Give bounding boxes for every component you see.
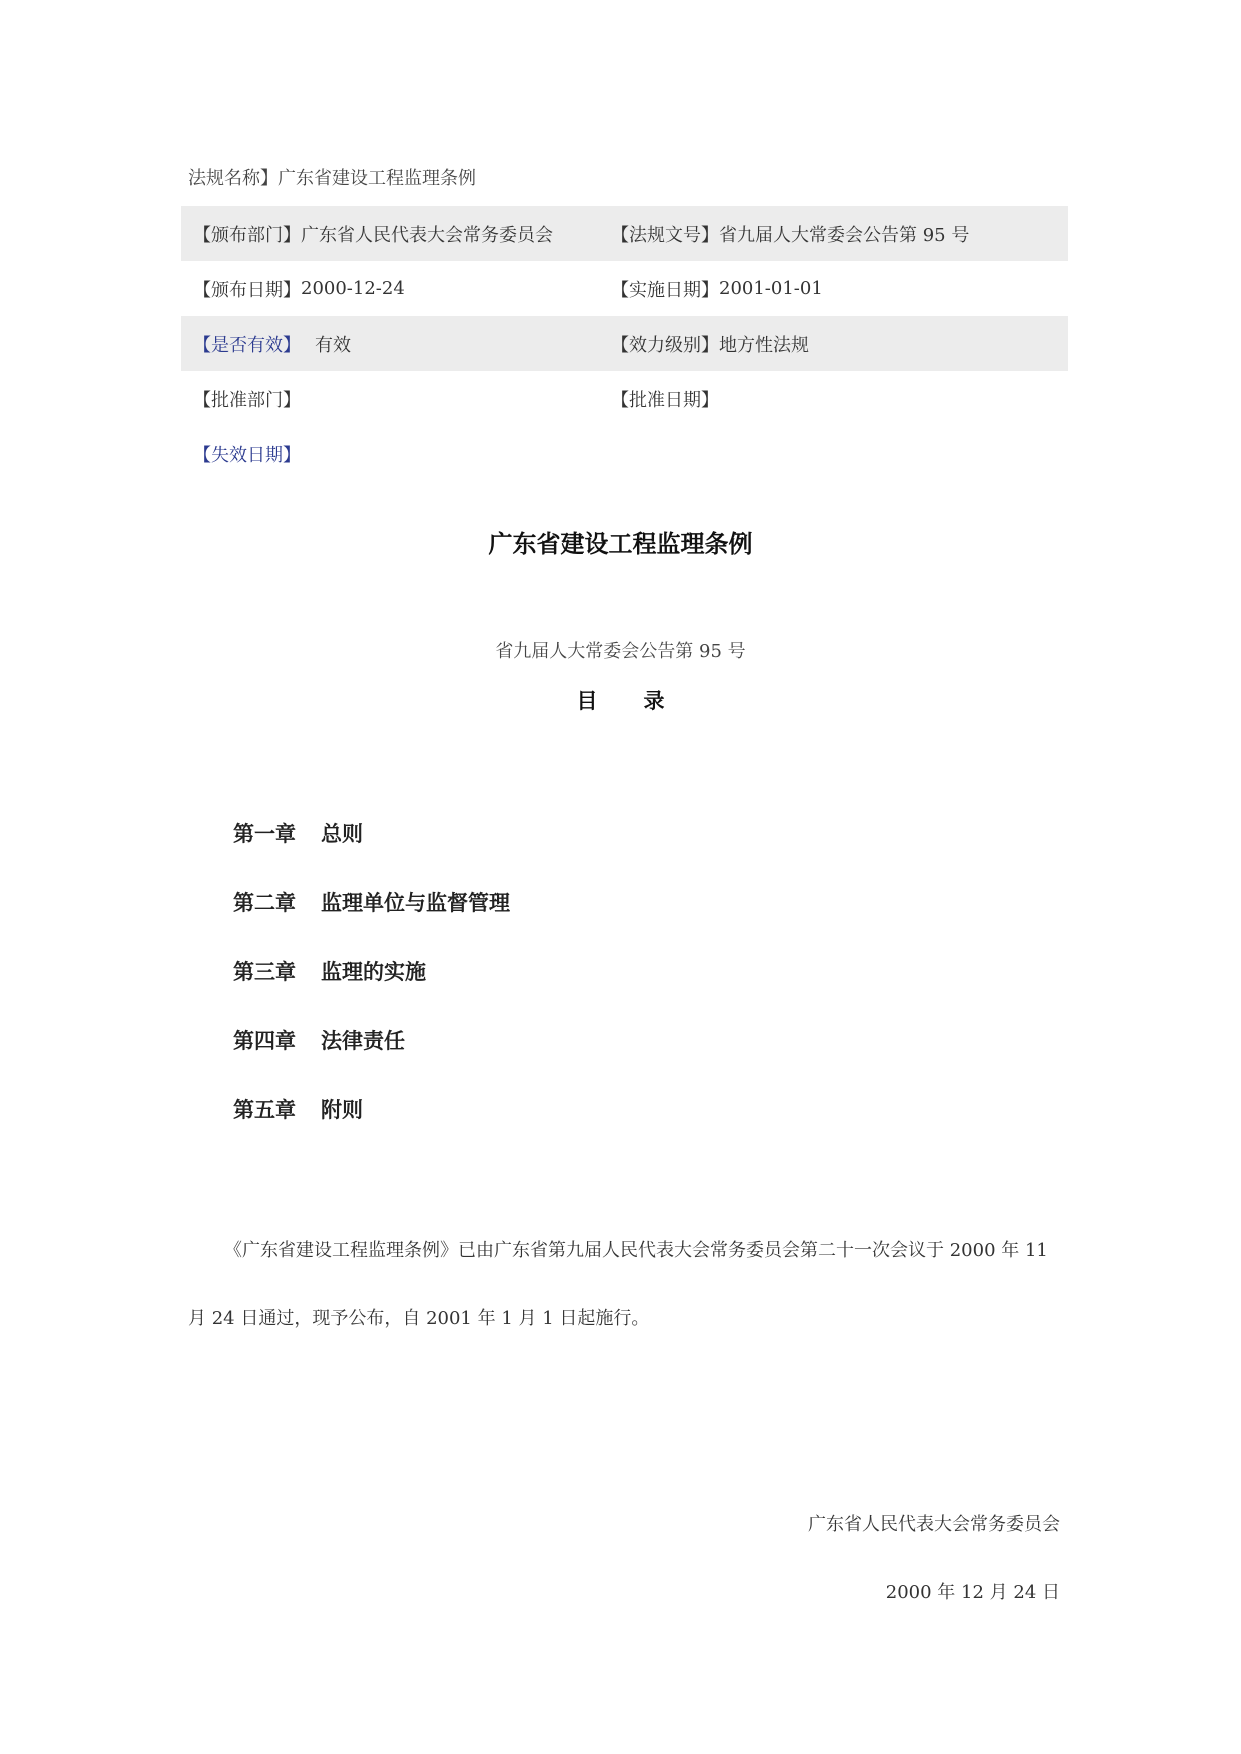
level-cell: [611, 331, 1068, 357]
toc-chapter-name: 法律责任: [321, 1029, 405, 1053]
doc-no-label: 【法规文号】: [611, 224, 719, 246]
toc-item: [233, 956, 510, 1025]
issue-date-cell: [181, 276, 611, 302]
toc-chapter-name: 监理单位与监督管理: [321, 891, 510, 915]
meta-row-dates: [181, 261, 1068, 316]
expiry-date-label-link[interactable]: 【失效日期】: [193, 444, 301, 466]
effective-date-cell: [611, 276, 1068, 302]
doc-no-cell: [611, 221, 1068, 247]
toc-title: 目录: [576, 689, 711, 713]
toc-item: [233, 887, 510, 956]
toc-item: [233, 818, 510, 887]
issue-date-value: 2000-12-24: [301, 278, 405, 299]
issuer-value: 广东省人民代表大会常务委员会: [301, 224, 553, 246]
toc-item: [233, 1025, 510, 1094]
meta-row-expiry: [181, 426, 1068, 481]
signature-date: 2000 年 12 月 24 日: [885, 1582, 1060, 1603]
approval-dept-label: 【批准部门】: [193, 389, 301, 411]
toc-chapter-number: 第三章: [233, 960, 296, 984]
toc-chapter-name: 总则: [321, 822, 363, 846]
validity-value: 有效: [315, 334, 351, 356]
promulgation-paragraph-line-2: 月 24 日通过，现予公布，自 2001 年 1 月 1 日起施行。: [188, 1308, 650, 1329]
doc-no-value: 省九届人大常委会公告第 95 号: [719, 224, 970, 246]
table-of-contents: [233, 818, 510, 1163]
announcement-number: 省九届人大常委会公告第 95 号: [495, 641, 746, 662]
meta-row-issuer: [181, 206, 1068, 261]
approval-dept-cell: [181, 386, 611, 412]
effective-date-label: 【实施日期】: [611, 279, 719, 301]
toc-chapter-number: 第一章: [233, 822, 296, 846]
toc-chapter-name: 监理的实施: [321, 960, 426, 984]
issue-date-label: 【颁布日期】: [193, 279, 301, 301]
metadata-table: [181, 206, 1068, 481]
validity-label-link[interactable]: 【是否有效】: [193, 334, 301, 356]
validity-cell: [181, 331, 611, 357]
level-label: 【效力级别】: [611, 334, 719, 356]
meta-row-approval: [181, 371, 1068, 426]
issuer-cell: [181, 221, 611, 247]
toc-chapter-number: 第四章: [233, 1029, 296, 1053]
toc-chapter-number: 第五章: [233, 1098, 296, 1122]
meta-row-validity: [181, 316, 1068, 371]
toc-chapter-name: 附则: [321, 1098, 363, 1122]
toc-item: [233, 1094, 510, 1163]
toc-chapter-number: 第二章: [233, 891, 296, 915]
issuer-label: 【颁布部门】: [193, 224, 301, 246]
approval-date-cell: [611, 386, 1068, 412]
signature-organization: 广东省人民代表大会常务委员会: [808, 1514, 1060, 1535]
approval-date-label: 【批准日期】: [611, 389, 719, 411]
law-name-line: 法规名称】广东省建设工程监理条例: [188, 168, 476, 189]
level-value: 地方性法规: [719, 334, 809, 356]
promulgation-paragraph-line-1: 《广东省建设工程监理条例》已由广东省第九届人民代表大会常务委员会第二十一次会议于 2000 年 11: [224, 1240, 1048, 1261]
effective-date-value: 2001-01-01: [719, 278, 823, 299]
document-title: 广东省建设工程监理条例: [488, 530, 753, 558]
expiry-date-cell: [181, 441, 611, 467]
